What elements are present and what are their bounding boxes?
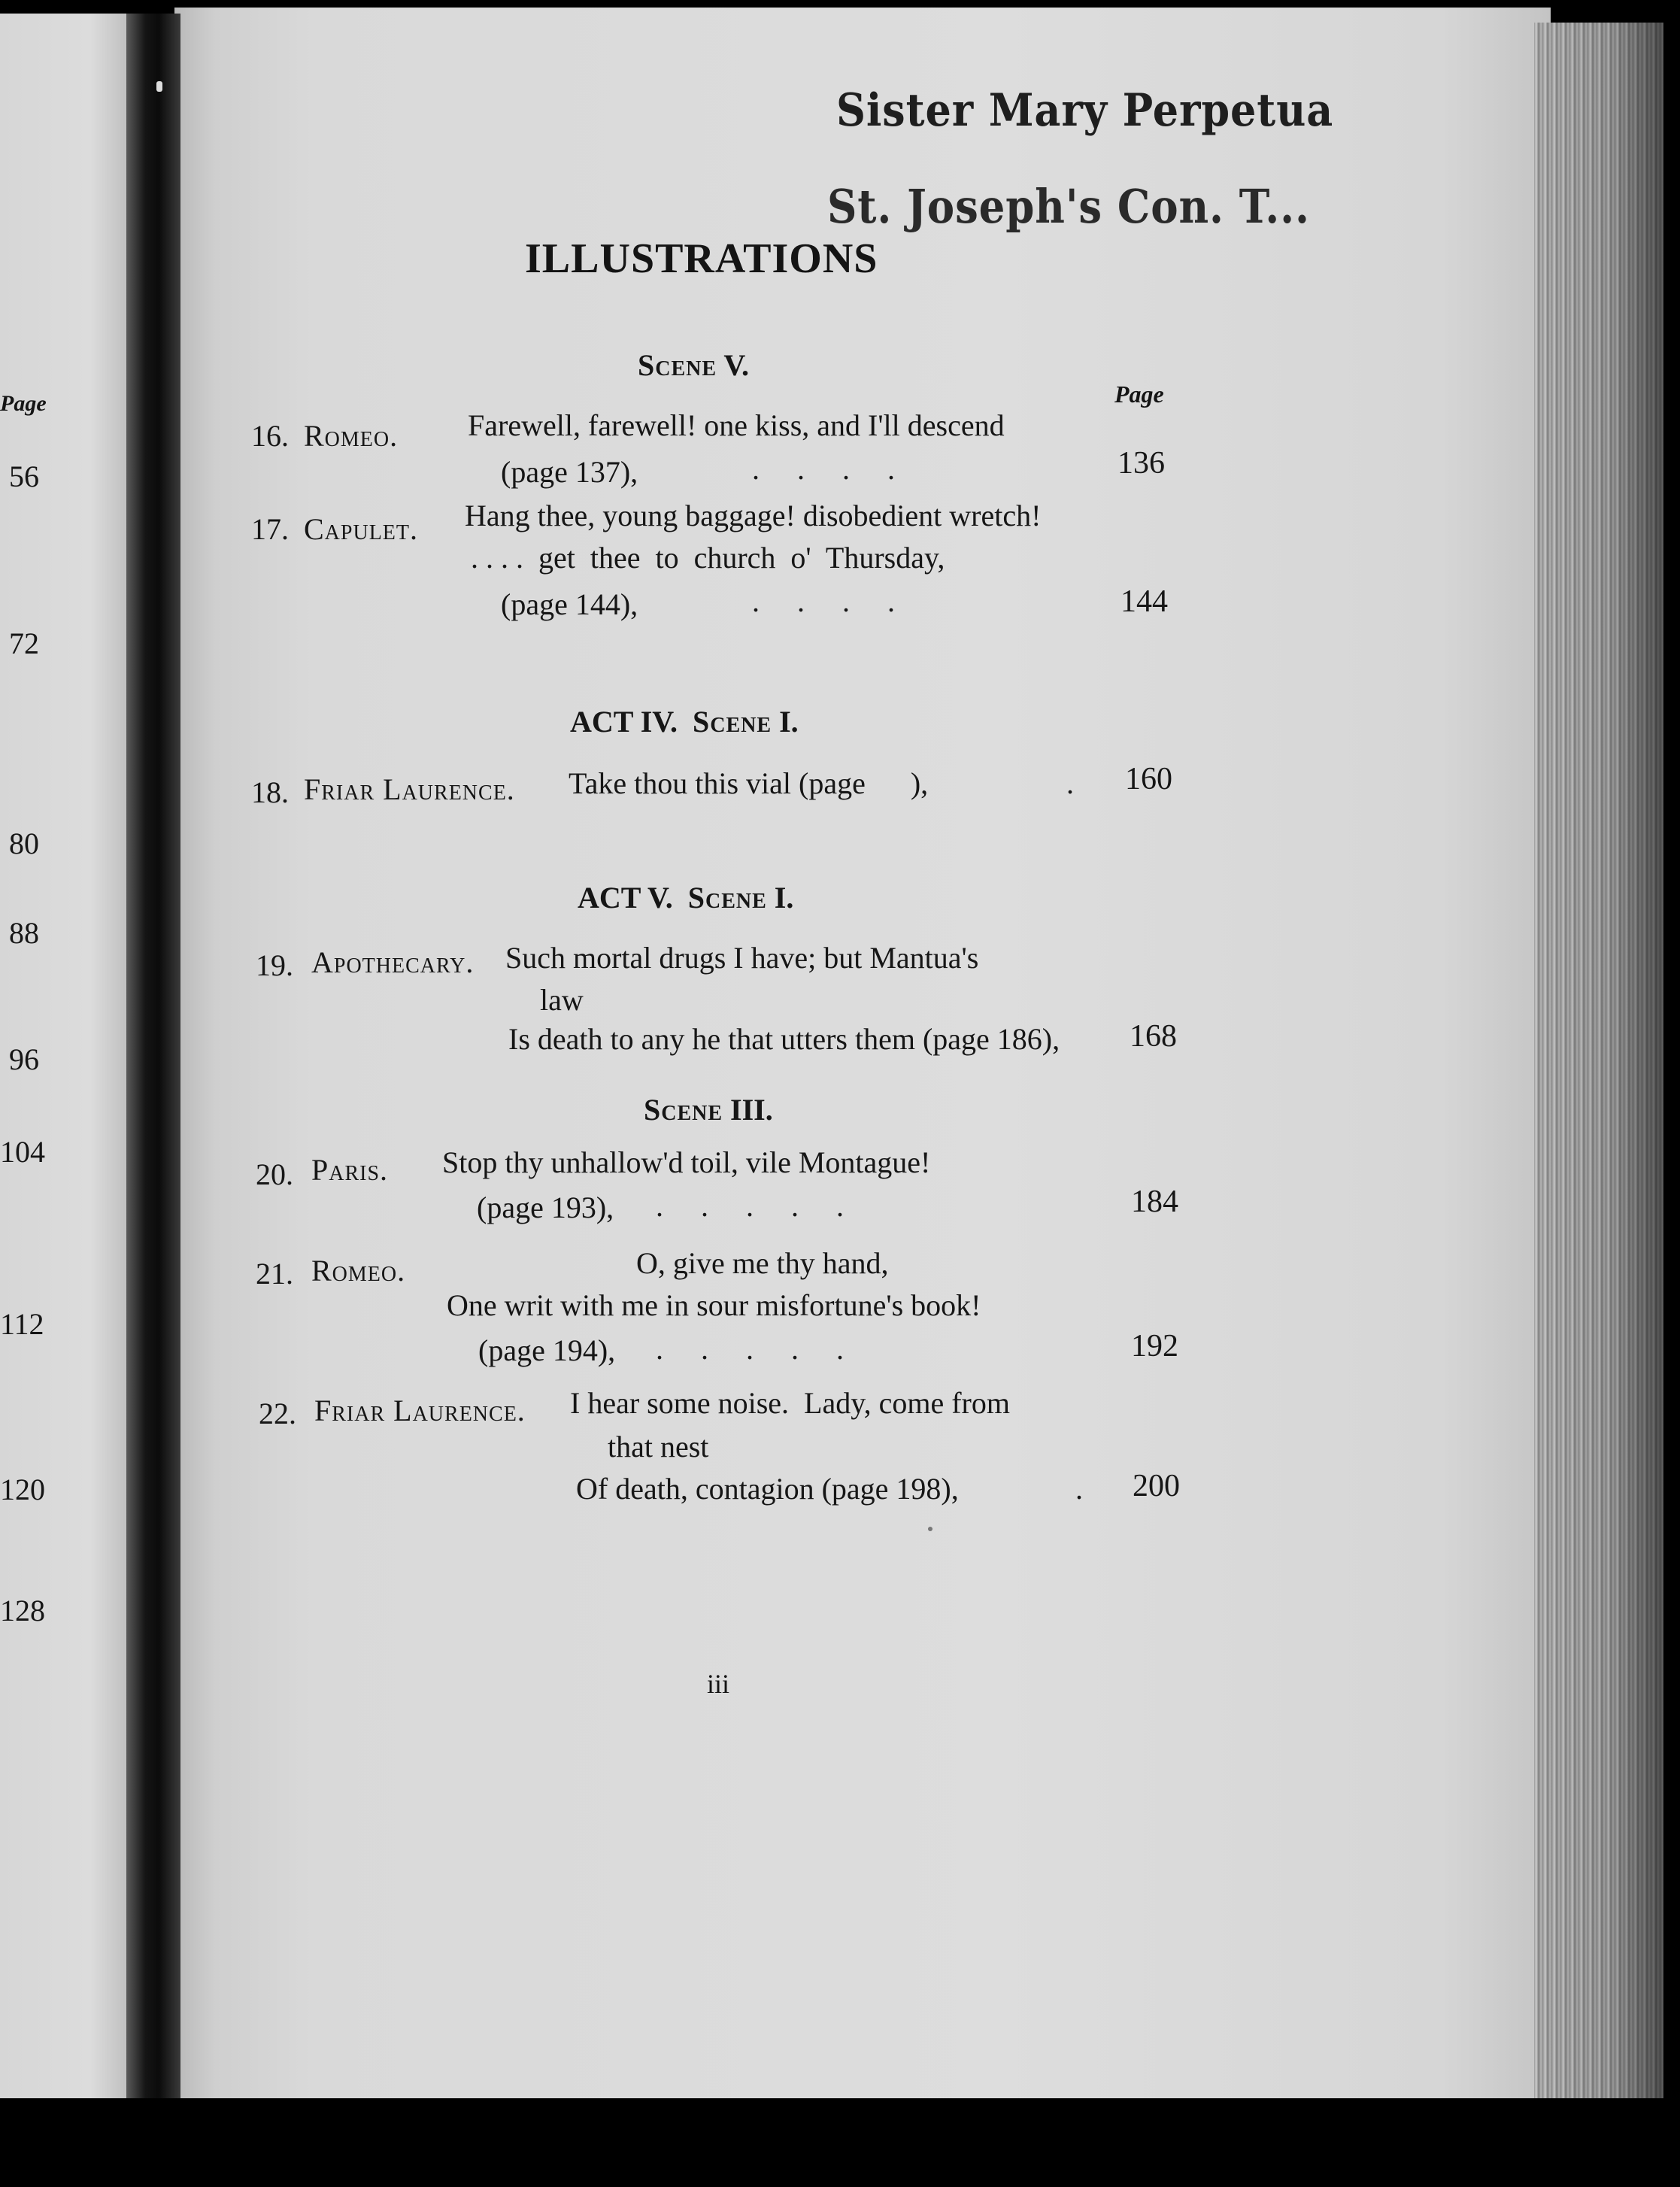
scene-heading — [638, 347, 749, 383]
left-page-heading: Page — [0, 391, 47, 416]
entry-quote: Stop thy unhallow'd toil, vile Montague! — [442, 1145, 931, 1179]
act-label: ACT IV. — [570, 705, 678, 739]
entry-page: 136 — [1117, 446, 1165, 481]
entry-page: 168 — [1130, 1019, 1177, 1054]
scene-word: Scene — [687, 881, 767, 915]
leader-dots: . — [1075, 1472, 1083, 1506]
scene-heading — [644, 1092, 773, 1127]
leader-dots: . . . . . — [656, 1189, 844, 1223]
entry-page-ref: (page 137), — [501, 455, 638, 489]
leader-dots: . . . . . — [656, 1332, 844, 1366]
entry-quote: Take thou this vial (page ), — [569, 766, 929, 800]
entry-number: 16. — [251, 419, 289, 453]
entry-page-ref: (page 193), — [477, 1191, 614, 1224]
entry-quote-continued: Is death to any he that utters them (page 186), — [508, 1022, 1060, 1056]
act-heading — [570, 704, 799, 739]
act-heading — [578, 880, 793, 915]
entry-number: 18. — [251, 775, 289, 809]
leader-dots: . . . . — [752, 584, 895, 618]
owner-stamp-line-2: St. Joseph's Con. T... — [827, 179, 1310, 234]
scene-word: Scene — [638, 348, 717, 382]
scene-word: Scene — [693, 705, 772, 739]
scene-word: Scene — [644, 1093, 723, 1127]
scene-number: I. — [779, 705, 799, 739]
left-page-number: 96 — [9, 1042, 39, 1076]
entry-speaker: Romeo. — [311, 1254, 406, 1288]
entry-page-ref: (page 144), — [501, 587, 638, 621]
left-page-number: 104 — [0, 1135, 45, 1169]
leader-dots: . — [1066, 766, 1074, 800]
entry-quote-continued: One writ with me in sour misfortune's book! — [447, 1288, 981, 1322]
left-page-number: 80 — [9, 827, 39, 860]
scene-number: I. — [774, 881, 794, 915]
entry-speaker: Capulet. — [304, 512, 419, 546]
entry-number: 21. — [256, 1257, 293, 1291]
entry-page: 184 — [1131, 1184, 1178, 1219]
entry-page: 200 — [1133, 1469, 1180, 1503]
entry-quote-continued: Of death, contagion (page 198), — [576, 1472, 959, 1506]
entry-page-ref: (page 194), — [478, 1333, 616, 1367]
left-page-number: 112 — [0, 1307, 44, 1341]
page-edges-shadow — [1534, 23, 1663, 2098]
leader-dots: . . . . — [752, 452, 895, 486]
entry-speaker: Apothecary. — [311, 945, 475, 979]
paper-speck — [928, 1527, 932, 1531]
left-page-number: 56 — [9, 460, 39, 493]
entry-page: 160 — [1125, 762, 1172, 796]
left-page-number: 72 — [9, 626, 39, 660]
left-page-number: 88 — [9, 916, 39, 950]
page-mark — [156, 81, 162, 92]
entry-quote: I hear some noise. Lady, come from — [570, 1386, 1010, 1420]
entry-number: 20. — [256, 1157, 293, 1191]
entry-quote: Farewell, farewell! one kiss, and I'll descend — [468, 408, 1005, 442]
scene-number: III. — [730, 1093, 773, 1127]
entry-number: 17. — [251, 512, 289, 546]
entry-quote: Such mortal drugs I have; but Mantua's — [505, 941, 979, 975]
entry-page: 144 — [1121, 584, 1168, 619]
entry-quote-continued: law — [540, 983, 584, 1017]
entry-number: 22. — [259, 1397, 296, 1430]
entry-quote: O, give me thy hand, — [636, 1246, 889, 1280]
scene-number: V. — [723, 348, 750, 382]
left-page-number: 128 — [0, 1594, 45, 1627]
owner-stamp-line-1: Sister Mary Perpetua — [836, 84, 1334, 137]
act-label: ACT V. — [578, 881, 673, 915]
entry-speaker: Romeo. — [304, 419, 399, 453]
entry-speaker: Friar Laurence. — [304, 772, 515, 806]
page-column-heading: Page — [1114, 381, 1164, 408]
entry-quote-continued: that nest — [608, 1430, 709, 1464]
page-title: ILLUSTRATIONS — [525, 235, 878, 282]
entry-speaker: Friar Laurence. — [314, 1394, 526, 1427]
book-gutter — [126, 14, 180, 2098]
left-page-number: 120 — [0, 1473, 45, 1506]
entry-number: 19. — [256, 948, 293, 982]
entry-page: 192 — [1131, 1329, 1178, 1363]
entry-quote-continued: . . . . get thee to church o' Thursday, — [471, 541, 945, 575]
entry-speaker: Paris. — [311, 1153, 389, 1187]
page-folio: iii — [707, 1669, 730, 1699]
entry-quote: Hang thee, young baggage! disobedient wretch! — [465, 499, 1042, 532]
